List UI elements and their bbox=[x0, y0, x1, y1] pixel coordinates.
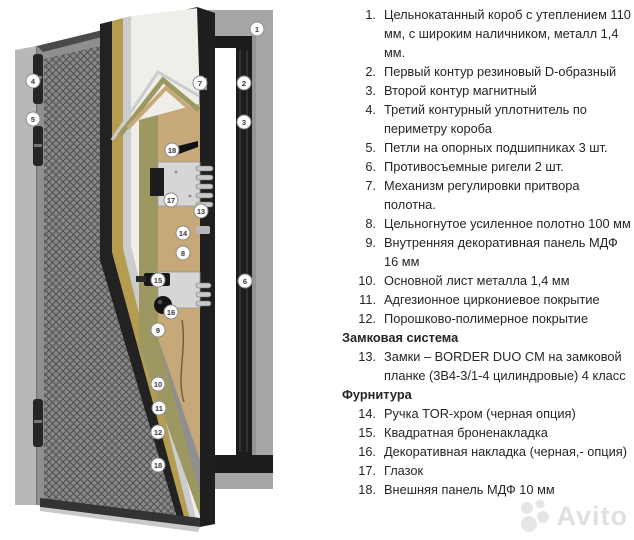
parts-item-text: Третий контурный уплотнитель по периметру короба bbox=[384, 102, 587, 136]
door-leaf bbox=[15, 7, 215, 532]
parts-item-number: 17. bbox=[358, 463, 376, 478]
parts-item-number: 18. bbox=[358, 482, 376, 497]
watermark bbox=[519, 498, 629, 534]
parts-item-text: Механизм регулировки притвора полотна. bbox=[384, 178, 580, 212]
parts-section-heading bbox=[342, 328, 632, 347]
parts-item-text: Глазок bbox=[384, 463, 424, 478]
parts-item-text: Петли на опорных подшипниках 3 шт. bbox=[384, 140, 608, 155]
parts-item-text: Порошково-полимерное покрытие bbox=[384, 311, 589, 326]
callout-marker-number: 12 bbox=[153, 427, 163, 437]
parts-list-item bbox=[342, 100, 632, 138]
parts-list-item bbox=[342, 347, 632, 385]
parts-item-text: Адгезионное циркониевое покрытие bbox=[384, 292, 600, 307]
parts-item-number: 11. bbox=[359, 292, 376, 307]
lock-bolts-lower bbox=[196, 283, 211, 306]
callout-marker-number: 9 bbox=[155, 325, 161, 335]
callout-marker-number: 5 bbox=[30, 114, 36, 124]
watermark-text: Avito bbox=[556, 500, 628, 531]
parts-item-number: 8. bbox=[365, 216, 376, 231]
callout-marker-number: 11 bbox=[155, 403, 163, 413]
callout-marker-number: 2 bbox=[241, 78, 247, 88]
callout-marker-number: 4 bbox=[30, 76, 36, 86]
parts-item-text: Цельногнутое усиленное полотно 100 мм bbox=[384, 216, 631, 231]
parts-item-text: Первый контур резиновый D-образный bbox=[384, 64, 617, 79]
callout-marker-number: 18 bbox=[167, 145, 177, 155]
parts-list-item bbox=[342, 423, 632, 442]
parts-item-number: 12. bbox=[358, 311, 376, 326]
parts-list-item bbox=[342, 404, 632, 423]
callout-marker-number: 14 bbox=[178, 228, 188, 238]
callout-marker-number: 6 bbox=[242, 276, 248, 286]
parts-list bbox=[342, 5, 632, 499]
callout-marker-number: 18 bbox=[153, 460, 163, 470]
callout-marker-number: 8 bbox=[180, 248, 186, 258]
parts-section-heading bbox=[342, 385, 632, 404]
latch bbox=[196, 226, 210, 234]
callout-marker-number: 13 bbox=[196, 206, 206, 216]
parts-list-item bbox=[342, 81, 632, 100]
parts-list-item bbox=[342, 233, 632, 271]
parts-item-number: 9. bbox=[365, 235, 376, 250]
parts-item-number: 2. bbox=[365, 64, 376, 79]
callout-marker-number: 7 bbox=[197, 78, 203, 88]
parts-item-text: Декоративная накладка (черная,- опция) bbox=[384, 444, 627, 459]
parts-item-number: 16. bbox=[358, 444, 376, 459]
escutcheon bbox=[150, 168, 164, 196]
parts-list-item bbox=[342, 461, 632, 480]
parts-item-text: Основной лист металла 1,4 мм bbox=[384, 273, 570, 288]
callout-marker-number: 17 bbox=[166, 195, 176, 205]
parts-item-number: 1. bbox=[365, 7, 376, 22]
callout-marker-number: 15 bbox=[153, 275, 163, 285]
parts-list-item bbox=[342, 480, 632, 499]
parts-list-item bbox=[342, 176, 632, 214]
parts-item-number: 5. bbox=[365, 140, 376, 155]
callout-marker-number: 1 bbox=[254, 24, 260, 34]
parts-list-item bbox=[342, 5, 632, 62]
parts-item-number: 7. bbox=[365, 178, 376, 193]
parts-list-item bbox=[342, 290, 632, 309]
parts-item-text: Второй контур магнитный bbox=[384, 83, 537, 98]
parts-item-text: Цельнокатанный короб с утеплением 110 мм, с широким наличником, металл 1,4 мм. bbox=[384, 7, 631, 60]
parts-item-number: 14. bbox=[358, 406, 376, 421]
parts-list-item bbox=[342, 62, 632, 81]
parts-item-text: Противосъемные ригели 2 шт. bbox=[384, 159, 564, 174]
parts-item-number: 3. bbox=[365, 83, 376, 98]
parts-item-text: Внешняя панель МДФ 10 мм bbox=[384, 482, 555, 497]
parts-item-number: 10. bbox=[358, 273, 376, 288]
parts-section-heading-text: Фурнитура bbox=[342, 387, 412, 402]
parts-list-item bbox=[342, 157, 632, 176]
parts-section-heading-text: Замковая система bbox=[342, 330, 459, 345]
callout-marker-number: 10 bbox=[153, 379, 163, 389]
parts-item-number: 6. bbox=[365, 159, 376, 174]
parts-item-text: Ручка TOR-хром (черная опция) bbox=[384, 406, 576, 421]
callout-marker-number: 16 bbox=[166, 307, 176, 317]
parts-item-number: 4. bbox=[365, 102, 376, 117]
parts-item-text: Замки – BORDER DUO CM на замковой планке (3В4-3/1-4 цилиндровые) 4 класс bbox=[384, 349, 626, 383]
parts-item-number: 15. bbox=[358, 425, 376, 440]
parts-item-text: Квадратная броненакладка bbox=[384, 425, 548, 440]
avito-logo-icon bbox=[519, 498, 553, 534]
parts-list-item bbox=[342, 138, 632, 157]
parts-list-item bbox=[342, 309, 632, 328]
callout-marker-number: 3 bbox=[241, 117, 247, 127]
parts-list-item bbox=[342, 442, 632, 461]
parts-item-text: Внутренняя декоративная панель МДФ 16 мм bbox=[384, 235, 618, 269]
parts-item-number: 13. bbox=[358, 349, 376, 364]
parts-list-item bbox=[342, 214, 632, 233]
parts-list-item bbox=[342, 271, 632, 290]
